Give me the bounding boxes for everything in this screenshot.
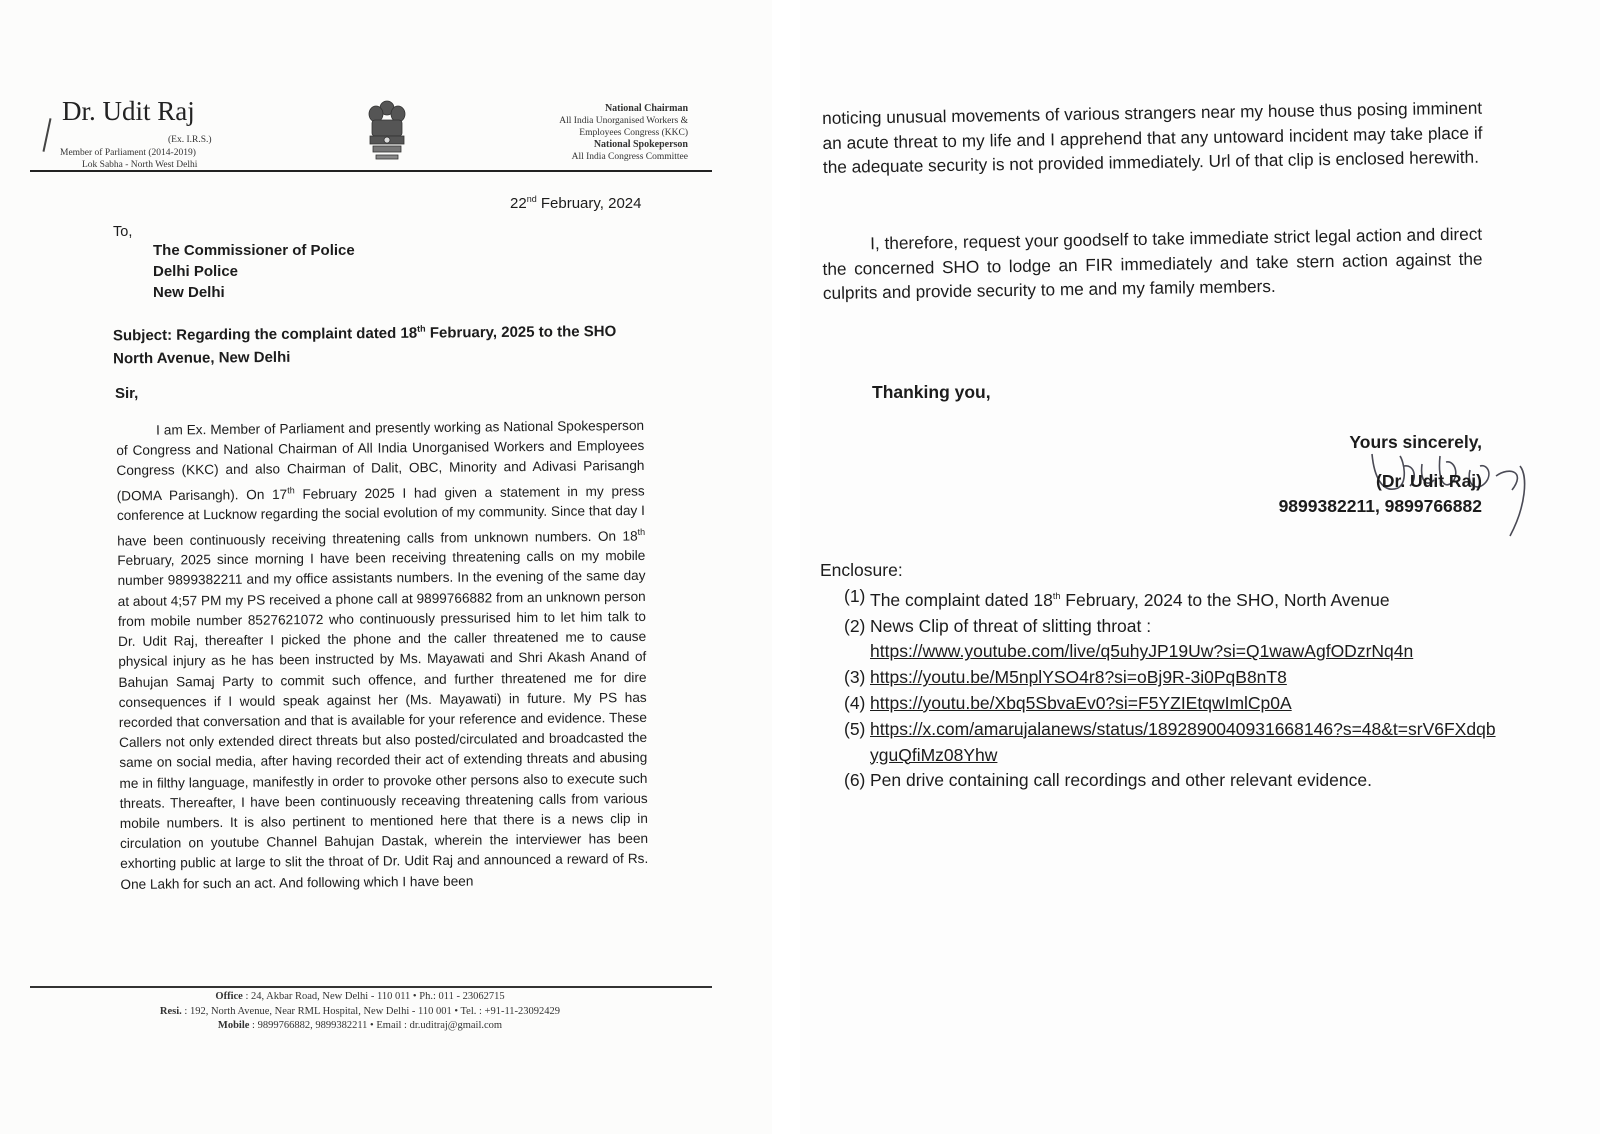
letterhead-credential: (Ex. I.R.S.) bbox=[168, 135, 212, 145]
letterhead-footer bbox=[100, 990, 620, 1034]
subject-line: Subject: Regarding the complaint dated 18th February, 2025 to the SHO North Avenue, New Delhi bbox=[112, 322, 617, 368]
letterhead-org-kkc-1: All India Unorganised Workers & bbox=[559, 116, 688, 126]
enclosure-item-3: (3) https://youtu.be/M5nplYSO4r8?si=oBj9R-3i0PqB8nT8 bbox=[844, 665, 1504, 691]
enclosure-list bbox=[844, 584, 1504, 794]
letterhead-name: Dr. Udit Raj bbox=[62, 96, 195, 126]
closing-thanks: Thanking you, bbox=[872, 382, 991, 402]
letterhead-org-kkc-2: Employees Congress (KKC) bbox=[579, 128, 688, 138]
enclosure-item-6: (6) Pen drive containing call recordings and other relevant evidence. bbox=[844, 770, 1372, 791]
letterhead-mark bbox=[42, 118, 51, 152]
salutation: Sir, bbox=[115, 385, 139, 402]
letter-body: I am Ex. Member of Parliament and presently working as National Spokesperson of Congress and National Chairman of All India Unorganised Workers and Employees Congress (KKC) and also Chairman of Dalit, OBC, Minority and Adivasi Parisangh (DOMA Parisangh). On 17th February 2025 I had given a statement in my press conference at Lucknow regarding the social evolution of my community. Since that day I have been continuously receiving threatening calls from unknown numbers. On 18th February, 2025 since morning I have been receiving threatening calls on my mobile number 9899382211 and my office assistants numbers. In the evening of the same day at about 4;57 PM my PS received a phone call at 9899766882 from an unknown person from mobile number 8527621072 who continuously pressurised him to let him talk to Dr. Udit Raj, thereafter I picked the phone and the caller threatened me to cause physical injury as he has been instructed by Ms. Mayawati and Shri Akash Anand of Bahujan Samaj Party to commit such offence, and further threatened me for dire consequences if I would speak against her (Ms. Mayawati) in future. My PS has recorded that conversation and that is available for your reference and evidence. These Callers not only extended direct threats but also posted/circulated and broadcasted the same on social media, after having recorded their act of extending threats and abusing me in filthy language, manifestly in order to provoke other persons also to execute such threats. Thereafter, I have been continuously receaving threatening calls from various mobile numbers. It is also pertinent to mentioned here that there is a news clip in circulation on youtube Channel Bahujan Dastak, wherein the interviewer has been exhorting public at large to slit the throat of Dr. Udit Raj and announced a reward of Rs. One Lakh for such an act. And following which I have been bbox=[116, 417, 649, 892]
addressee-line-1: The Commissioner of Police bbox=[153, 242, 355, 259]
enclosure-link-youtu-be-1[interactable]: https://youtu.be/M5nplYSO4r8?si=oBj9R-3i0PqB8nT8 bbox=[870, 667, 1287, 688]
national-emblem-icon bbox=[364, 98, 410, 166]
request-paragraph: I, therefore, request your goodself to take immediate strict legal action and direct the concerned SHO to lodge an FIR immediately and take stern action against the culprits and provide security to me and my family members. bbox=[822, 223, 1483, 303]
letter-page-2 bbox=[800, 0, 1600, 1134]
enclosure-link-youtube-live[interactable]: https://www.youtube.com/live/q5uhyJP19Uw?si=Q1wawAgfODzrNq4n bbox=[870, 641, 1414, 662]
enclosure-item-2: (2) News Clip of threat of slitting throat : bbox=[844, 615, 1152, 636]
addressee-block bbox=[153, 240, 355, 303]
letterhead-divider bbox=[30, 170, 712, 172]
enclosure-heading: Enclosure: bbox=[820, 560, 903, 580]
valediction: Yours sincerely, bbox=[1349, 432, 1482, 452]
footer-divider bbox=[30, 986, 712, 988]
signatory-phones: 9899382211, 9899766882 bbox=[1278, 496, 1482, 516]
body-continuation: noticing unusual movements of various strangers near my house thus posing imminent an acute threat to my life and I apprehend that any untoward incident may take place if the adequate security is not provided immediately. Url of that clip is enclosed herewith. bbox=[822, 97, 1483, 177]
addressee-line-3: New Delhi bbox=[153, 284, 225, 301]
enclosure-item-1: (1) The complaint dated 18th February, 2024 to the SHO, North Avenue bbox=[844, 586, 1390, 610]
signature-block bbox=[1279, 430, 1482, 519]
letterhead-title-spokesperson: National Spokeperson bbox=[593, 139, 688, 150]
letter-page-1 bbox=[0, 0, 772, 1134]
footer-contact: Mobile : 9899766882, 9899382211 • Email : dr.uditraj@gmail.com bbox=[217, 1020, 503, 1031]
letterhead-org-aicc: All India Congress Committee bbox=[571, 152, 688, 162]
letterhead-title-chairman: National Chairman bbox=[604, 103, 688, 114]
to-label: To, bbox=[113, 224, 133, 240]
letterhead-constituency: Lok Sabha - North West Delhi bbox=[82, 160, 198, 170]
enclosure-item-4: (4) https://youtu.be/Xbq5SbvaEv0?si=F5YZIEtqwImlCp0A bbox=[844, 691, 1504, 717]
enclosure-link-youtu-be-2[interactable]: https://youtu.be/Xbq5SbvaEv0?si=F5YZIEtqwImlCp0A bbox=[870, 693, 1292, 714]
addressee-line-2: Delhi Police bbox=[153, 263, 239, 280]
enclosure-item-5: (5) https://x.com/amarujalanews/status/1892890040931668146?s=48&t=srV6FXdqbyguQfiMz08Yhw bbox=[844, 717, 1504, 769]
enclosure-link-x-post[interactable]: https://x.com/amarujalanews/status/1892890040931668146?s=48&t=srV6FXdqbyguQfiMz08Yhw bbox=[870, 718, 1496, 765]
footer-residence: Resi. : 192, North Avenue, Near RML Hospital, New Delhi - 110 001 • Tel. : +91-11-23092429 bbox=[159, 1005, 561, 1017]
footer-office: Office : 24, Akbar Road, New Delhi - 110 011 • Ph.: 011 - 23062715 bbox=[215, 991, 505, 1002]
signatory-name: (Dr. Udit Raj) bbox=[1376, 471, 1482, 491]
letterhead-right bbox=[559, 103, 688, 163]
page-gap bbox=[772, 0, 800, 1134]
enclosure-item-2-link-row bbox=[844, 639, 1504, 665]
letter-date: 22nd February, 2024 bbox=[510, 194, 642, 212]
letterhead-mp-term: Member of Parliament (2014-2019) bbox=[60, 148, 196, 158]
